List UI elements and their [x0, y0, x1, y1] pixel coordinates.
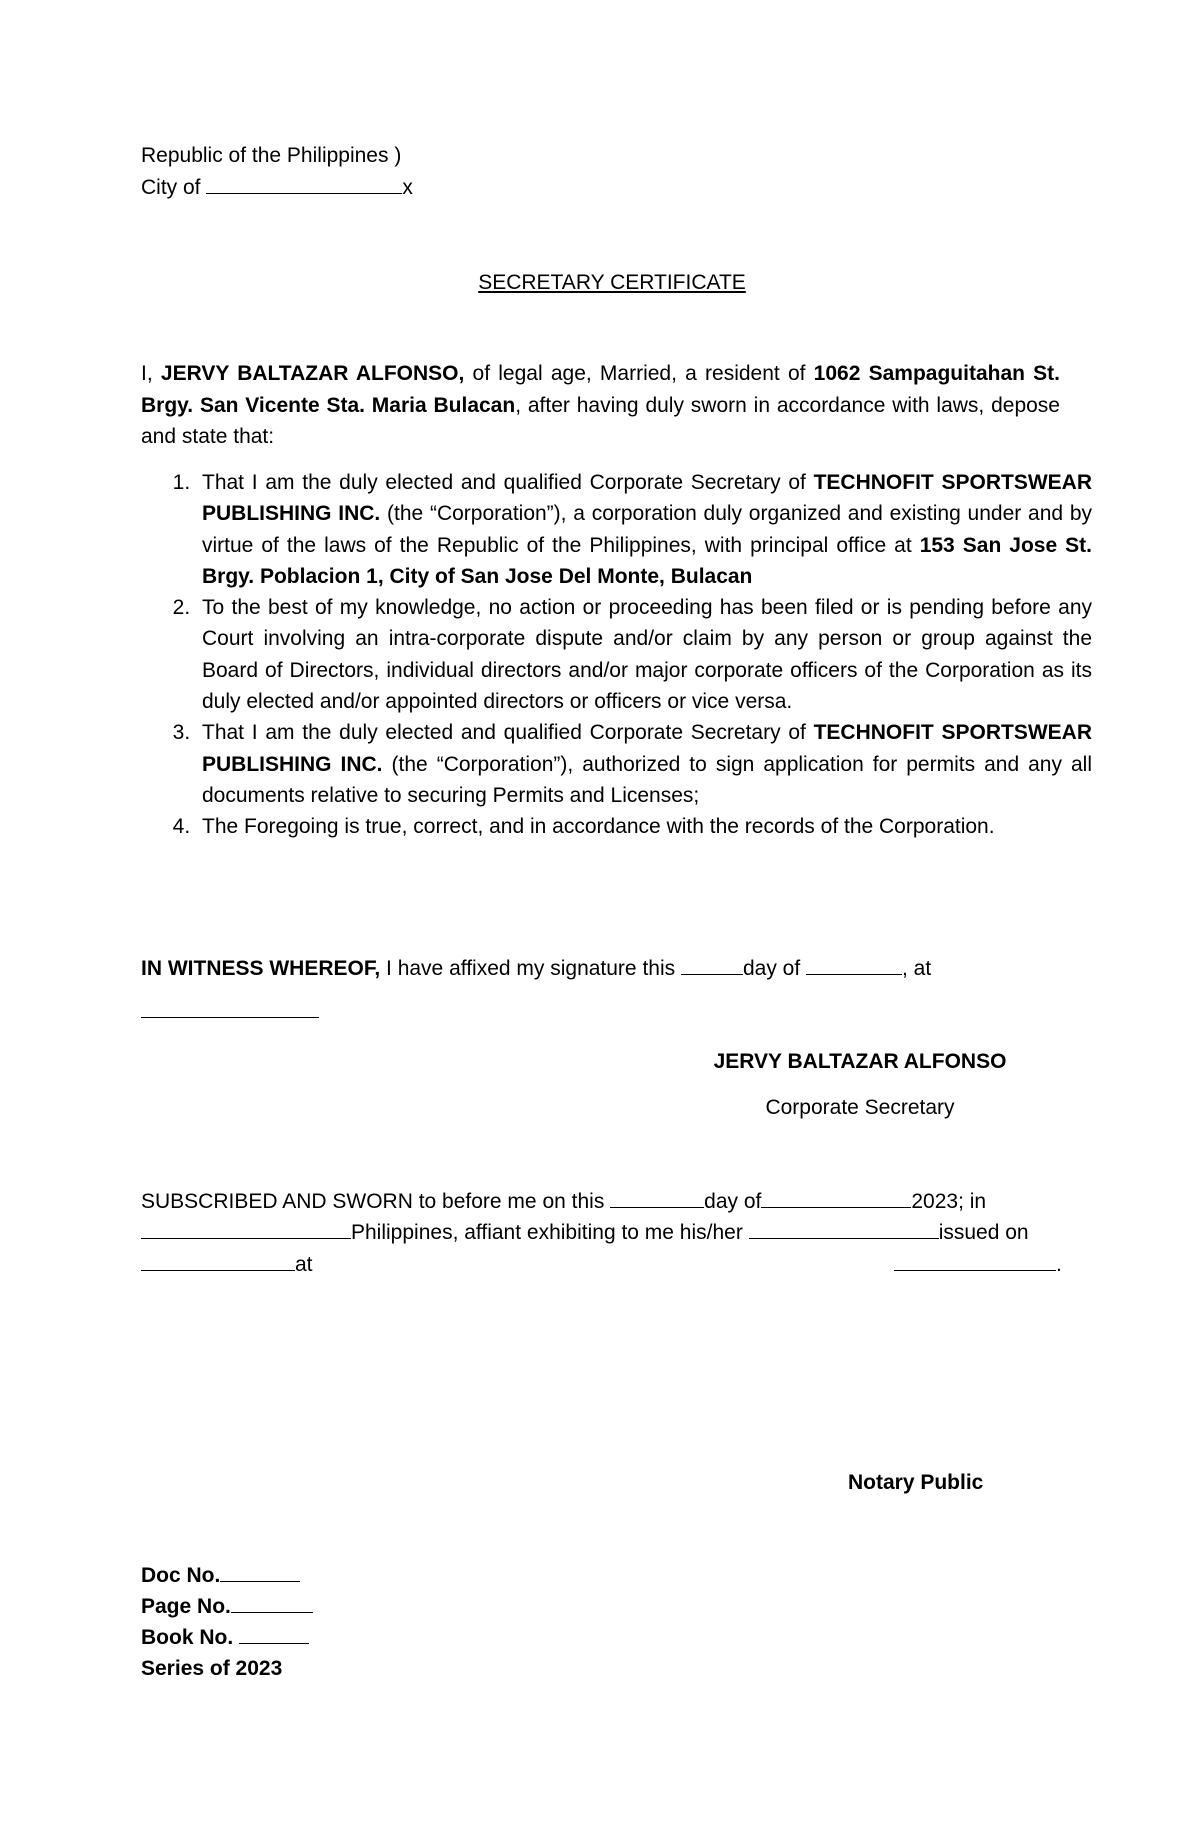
page-no-line: [141, 1591, 313, 1622]
corporation-name: TECHNOFIT SPORTSWEAR PUBLISHING INC.: [202, 471, 1092, 526]
witness-text-2: day of: [742, 957, 807, 980]
jurat-text-5: issued on: [938, 1221, 1029, 1244]
affiant-name: JERVY BALTAZAR ALFONSO,: [160, 362, 465, 385]
signatory-name: JERVY BALTAZAR ALFONSO: [713, 1050, 1007, 1073]
page-no-label: Page No.: [141, 1595, 231, 1618]
item-2-text: To the best of my knowledge, no action or proceeding has been filed or is pending before any Court involving an intra-corporate dispute and/or claim by any person or group against the Board of Directors, individual directors and/or major corporate officers of the Corporation as its duly elected and/or appointed directors or officers or vice versa.: [202, 596, 1092, 714]
jurat-line-2: [141, 1217, 1029, 1248]
notary-public-label: Notary Public: [848, 1471, 984, 1494]
doc-no-blank: [220, 1563, 300, 1582]
place-blank-line: [141, 1017, 319, 1018]
book-no-line: [141, 1622, 309, 1653]
city-label: City of: [141, 176, 201, 199]
corporation-name: TECHNOFIT SPORTSWEAR PUBLISHING INC.: [202, 721, 1092, 776]
witness-text-3: , at: [902, 957, 932, 980]
principal-office-address: 153 San Jose St. Brgy. Poblacion 1, City of San Jose Del Monte, Bulacan: [202, 533, 1093, 588]
day-blank: [681, 956, 743, 975]
affiant-address: 1062 Sampaguitahan St. Brgy. San Vicente Sta. Maria Bulacan: [141, 362, 1060, 417]
jurat-month-blank: [761, 1189, 911, 1208]
signatory-title: Corporate Secretary: [765, 1096, 955, 1119]
doc-no-label: Doc No.: [141, 1564, 221, 1587]
jurat-line-1: [141, 1186, 1060, 1217]
intro-text-2: of legal age, Married, a resident of: [464, 362, 814, 385]
witness-text-1: I have affixed my signature this: [380, 957, 681, 980]
intro-paragraph: [141, 358, 1060, 453]
book-no-label: Book No.: [141, 1626, 239, 1649]
intro-text-3: , after having duly sworn in accordance with laws, depose and state that:: [141, 393, 1060, 448]
list-item: [196, 592, 1092, 717]
list-item: [196, 717, 1092, 811]
jurat-id-blank: [749, 1220, 939, 1239]
venue-republic-line: Republic of the Philippines ): [141, 144, 402, 167]
list-item: [196, 811, 1092, 842]
jurat-day-blank: [610, 1189, 704, 1208]
jurat-text-6: at: [295, 1253, 313, 1276]
jurat-line-3-end: [894, 1249, 1062, 1280]
intro-text-1: I,: [141, 362, 161, 385]
month-blank: [806, 956, 902, 975]
venue-x-mark: x: [402, 176, 413, 199]
list-item: [196, 467, 1092, 592]
page-no-blank: [231, 1594, 313, 1613]
jurat-text-1: SUBSCRIBED AND SWORN to before me on this: [141, 1190, 611, 1213]
city-blank: [206, 175, 402, 194]
jurat-period: .: [1056, 1253, 1062, 1276]
jurat-text-3: 2023; in: [911, 1190, 987, 1213]
jurat-place-blank: [141, 1220, 351, 1239]
item-1-text: That I am the duly elected and qualified Corporate Secretary of: [202, 471, 814, 494]
witness-line: [141, 953, 931, 984]
doc-no-line: [141, 1560, 300, 1591]
jurat-issued-date-blank: [141, 1252, 295, 1271]
item-1-text-2: (the “Corporation”), a corporation duly organized and existing under and by virtue of the laws of the Republic of the Philippines, with principal office at: [202, 502, 1092, 557]
jurat-line-3: [141, 1249, 313, 1280]
venue-city-line: [141, 172, 413, 203]
document-title: SECRETARY CERTIFICATE: [478, 271, 746, 294]
item-3-text: That I am the duly elected and qualified Corporate Secretary of: [202, 721, 814, 745]
jurat-text-4: Philippines, affiant exhibiting to me his/her: [351, 1221, 749, 1244]
statements-list: [168, 467, 1092, 843]
jurat-text-2: day of: [704, 1190, 762, 1213]
item-4-text: The Foregoing is true, correct, and in accordance with the records of the Corporation.: [202, 815, 995, 839]
series-line: Series of 2023: [141, 1657, 283, 1680]
item-3-text-2: (the “Corporation”), authorized to sign application for permits and any all documents relative to securing Permits and Licenses;: [202, 752, 1092, 807]
witness-heading: IN WITNESS WHEREOF,: [141, 957, 381, 980]
jurat-issued-place-blank: [894, 1252, 1056, 1271]
book-no-blank: [239, 1625, 309, 1644]
